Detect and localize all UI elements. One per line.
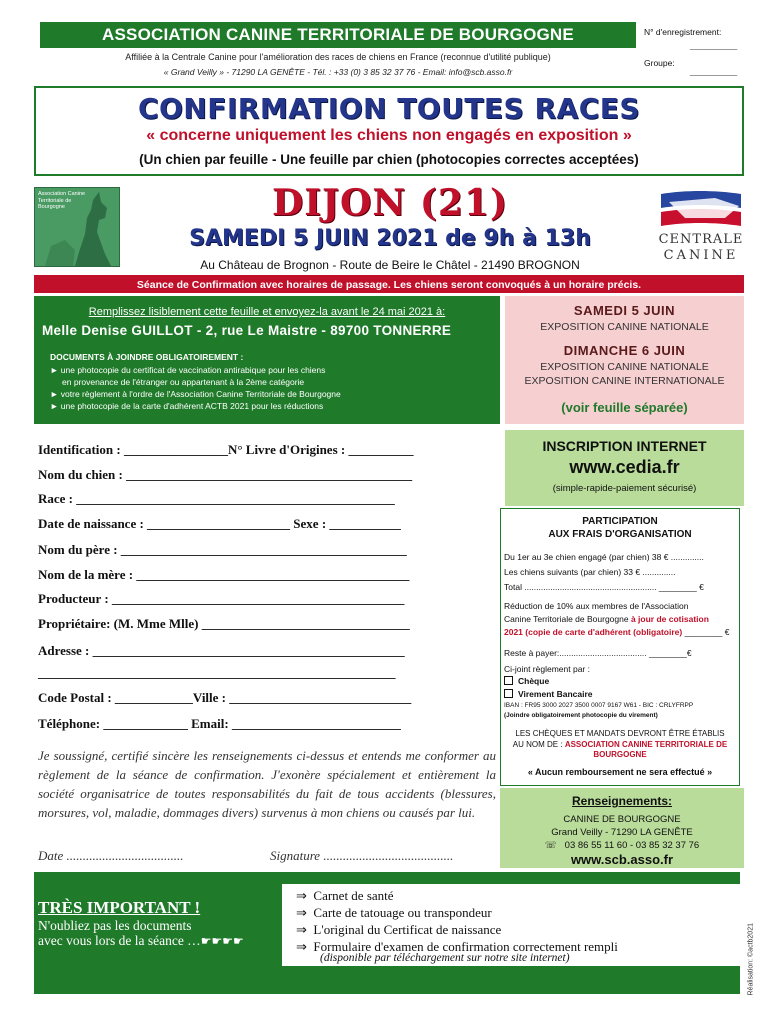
participation-subtitle: AUX FRAIS D'ORGANISATION (548, 529, 692, 540)
centrale-canine-dog-icon (655, 188, 747, 232)
important-line1: N'oubliez pas les documents (38, 918, 192, 933)
fee-total[interactable]: Total ........................................................ ________ € (504, 582, 704, 592)
association-title-bar (40, 22, 636, 48)
centrale-label: CENTRALE (658, 232, 744, 247)
required-doc-item (296, 922, 501, 938)
payment-order-line1: LES CHÈQUES ET MANDATS DEVRONT ÊTRE ÉTABLIS (515, 729, 725, 738)
birth-date-sex-field[interactable]: Date de naissance : ______________________ Sexe : ___________ (38, 516, 401, 531)
payment-order-name: ASSOCIATION CANINE TERRITORIALE DE BOURGOGNE (564, 740, 728, 759)
iban: IBAN : FR95 3000 2027 3500 0007 9167 W61 - BIC : CRLYFRPP (504, 702, 694, 709)
important-line2 (38, 933, 244, 949)
logo-text: Association Canine Territoriale de Bourgogne (38, 191, 86, 211)
virement-checkbox[interactable] (504, 689, 513, 698)
event-city: DIJON (21) (271, 182, 509, 224)
title-note: (Un chien par feuille - Une feuille par chien (photocopies correctes acceptées) (139, 152, 639, 167)
main-title: CONFIRMATION TOUTES RACES (137, 92, 641, 125)
payment-label: Ci-joint règlement par : (504, 664, 590, 674)
pointing-hand-icon: ☛☛☛☛ (200, 934, 244, 948)
father-name-field[interactable]: Nom du père : ____________________________________________ (38, 542, 407, 557)
expo-day2: DIMANCHE 6 JUIN (563, 343, 686, 358)
required-docs-panel (282, 884, 740, 966)
centrale-canine-logo (655, 188, 747, 264)
important-title: TRÈS IMPORTANT ! (38, 898, 201, 917)
association-logo (34, 187, 120, 267)
event-location: Au Château de Brognon - Route de Beire le Châtel - 21490 BROGNON (200, 258, 580, 272)
info-address: Grand Veilly - 71290 LA GENÊTE (551, 827, 693, 838)
dog-name-field[interactable]: Nom du chien : ____________________________________________ (38, 467, 413, 482)
signature-field[interactable]: Signature ........................................ (270, 848, 454, 863)
no-refund-note: « Aucun remboursement ne sera effectué » (527, 767, 713, 777)
postal-city-field[interactable]: Code Postal : ____________Ville : ____________________________ (38, 690, 412, 705)
expo-day1: SAMEDI 5 JUIN (573, 303, 676, 318)
expo-box (505, 296, 744, 424)
info-title: Renseignements: (571, 794, 673, 808)
expo-day2-event1: EXPOSITION CANINE NATIONALE (540, 361, 709, 373)
arrow-icon: ⇒ (296, 922, 307, 937)
session-banner (34, 275, 744, 293)
mother-name-field[interactable]: Nom de la mère : __________________________________________ (38, 567, 410, 582)
credit-text: Réalisation: ©actb2021 (747, 923, 755, 996)
phone-email-field[interactable]: Téléphone: _____________ Email: __________________________ (38, 716, 401, 731)
date-field[interactable]: Date .................................... (38, 848, 184, 863)
remaining-to-pay[interactable]: Reste à payer:..................................... ________€ (504, 648, 692, 658)
doc-item: ► une photocopie de la carte d'adhérent ACTB 2021 pour les réductions (50, 401, 324, 411)
expo-see-sheet: (voir feuille séparée) (561, 400, 688, 415)
reduction-amount: ________ € (684, 627, 730, 637)
reduction-requirement: à jour de cotisation (630, 614, 709, 624)
group-line[interactable]: __________ (690, 66, 738, 76)
required-doc-label: L'original du Certificat de naissance (313, 922, 502, 937)
reduction-card-note: 2021 (copie de carte d'adhérent (obligatoire) (504, 627, 683, 637)
required-doc-label: Carte de tatouage ou transpondeur (313, 905, 492, 920)
group-label: Groupe: (644, 58, 675, 68)
cheque-checkbox[interactable] (504, 676, 513, 685)
payment-cheque-option[interactable] (504, 676, 549, 686)
phone-icon: ☏ (544, 840, 557, 851)
title-subtitle: « concerne uniquement les chiens non engagés en exposition » (146, 127, 632, 144)
internet-box (505, 430, 744, 506)
arrow-icon: ⇒ (296, 939, 307, 954)
identification-field[interactable]: Identification : ________________N° Livre d'Origines : __________ (38, 442, 414, 457)
recipient-address: Melle Denise GUILLOT - 2, rue Le Maistre - 89700 TONNERRE (42, 323, 452, 338)
internet-url[interactable]: www.cedia.fr (569, 457, 680, 477)
internet-title: INSCRIPTION INTERNET (542, 438, 707, 454)
reduction-line2 (504, 614, 709, 624)
registration-line[interactable]: __________ (690, 40, 738, 50)
required-doc-item (296, 888, 394, 904)
canine-label: CANINE (663, 248, 739, 263)
required-doc-item (296, 905, 492, 921)
fill-note: Remplissez lisiblement cette feuille et envoyez-la avant le 24 mai 2021 à: (88, 306, 446, 318)
session-banner-text: Séance de Confirmation avec horaires de passage. Les chiens seront convoqués à un horaire précis. (136, 279, 642, 291)
instructions-box (34, 296, 500, 424)
reduction-org: Canine Territoriale de Bourgogne (504, 614, 629, 624)
address-field[interactable]: Adresse : ________________________________________________ (38, 643, 405, 658)
cheque-label: Chèque (518, 676, 550, 686)
dog-silhouette-icon (35, 188, 121, 268)
arrow-icon: ⇒ (296, 888, 307, 903)
participation-title: PARTICIPATION (582, 516, 658, 527)
required-doc-label: Formulaire d'examen de confirmation correctement rempli (313, 939, 618, 954)
reduction-line1: Réduction de 10% aux membres de l'Association (504, 601, 689, 611)
registration-label: N° d'enregistrement: (644, 27, 722, 37)
payment-virement-option[interactable] (504, 689, 593, 699)
declaration-text: Je soussigné, certifié sincère les renseignements ci-dessus et entends me conformer au règlement de la séance de confirmation. J'exonère spécialement et entièrement la société organisatrice de toutes responsabilités du fait de tous accidents (blessures, morsures, vol, maladie, dommages divers) survenus à mon chiens ou causés par lui. (38, 748, 496, 820)
important-line2-text: avec vous lors de la séance … (38, 933, 201, 948)
info-box (500, 788, 744, 868)
association-address: « Grand Veilly » - 71290 LA GENÊTE - Tél. : +33 (0) 3 85 32 37 76 - Email: info@scb.asso.fr (163, 67, 513, 77)
iban-note: (Joindre obligatoirement photocopie du virement) (504, 712, 658, 719)
payment-order-line2 (510, 740, 730, 760)
association-title: ASSOCIATION CANINE TERRITORIALE DE BOURGOGNE (102, 25, 574, 44)
fee-first-dogs[interactable]: Du 1er au 3e chien engagé (par chien) 38 € .............. (504, 552, 704, 562)
docs-title: DOCUMENTS À JOINDRE OBLIGATOIREMENT : (50, 352, 244, 362)
event-date-time: SAMEDI 5 JUIN 2021 de 9h à 13h (189, 226, 591, 251)
affiliation-text: Affiliée à la Centrale Canine pour l'amélioration des races de chiens en France (reconnue d'utilité publique) (125, 52, 551, 62)
arrow-icon: ⇒ (296, 905, 307, 920)
expo-day1-event: EXPOSITION CANINE NATIONALE (540, 321, 709, 333)
address-line2-field[interactable]: _______________________________________________________ (38, 665, 396, 680)
download-note: (disponible par téléchargement sur notre site internet) (320, 952, 570, 964)
info-website[interactable]: www.scb.asso.fr (570, 852, 674, 867)
reduction-line3[interactable] (504, 627, 730, 637)
doc-item: ► une photocopie du certificat de vaccination antirabique pour les chiens (50, 365, 326, 375)
breed-field[interactable]: Race : _________________________________________________ (38, 491, 395, 506)
doc-item: ► votre règlement à l'ordre de l'Association Canine Territoriale de Bourgogne (50, 389, 341, 399)
info-phone-row (500, 840, 744, 851)
virement-label: Virement Bancaire (518, 689, 593, 699)
expo-day2-event2: EXPOSITION CANINE INTERNATIONALE (524, 375, 725, 387)
payment-order-label: AU NOM DE : (512, 740, 563, 749)
required-doc-label: Carnet de santé (313, 888, 394, 903)
producer-field[interactable]: Producteur : _____________________________________________ (38, 591, 405, 606)
fee-next-dogs[interactable]: Les chiens suivants (par chien) 33 € .............. (504, 567, 676, 577)
internet-note: (simple-rapide-paiement sécurisé) (552, 483, 697, 494)
info-org: CANINE DE BOURGOGNE (563, 814, 681, 825)
info-phone: 03 86 55 11 60 - 03 85 32 37 76 (564, 840, 700, 851)
owner-field[interactable]: Propriétaire: (M. Mme Mlle) ________________________________ (38, 616, 410, 631)
doc-item: en provenance de l'étranger ou appartenant à la 2ème catégorie (62, 377, 305, 387)
